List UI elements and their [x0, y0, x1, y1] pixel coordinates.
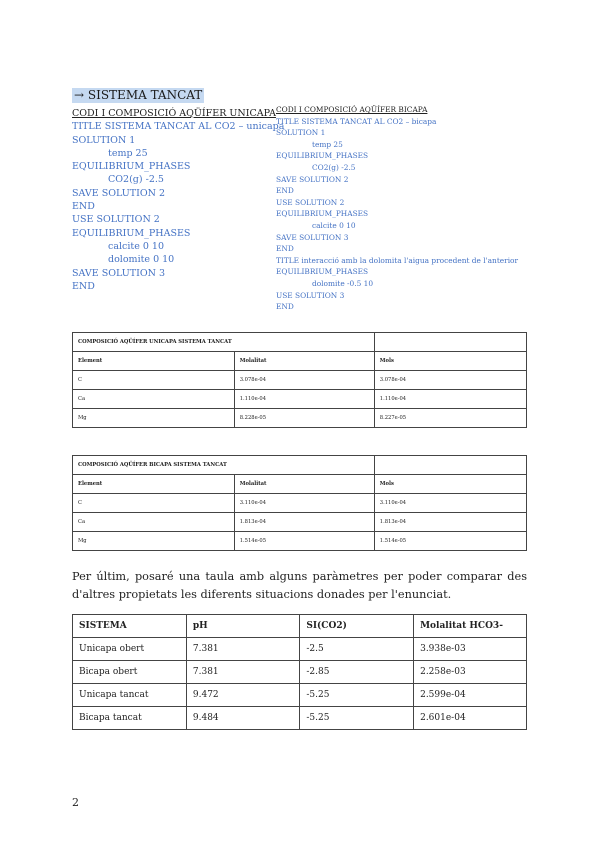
- code-line: dolomite 0 10: [108, 254, 175, 266]
- code-line: USE SOLUTION 3: [276, 290, 345, 300]
- table-cell: 8.227e-05: [374, 409, 526, 428]
- table-cell: 9.472: [186, 684, 299, 707]
- code-title-bicapa: CODI I COMPOSICIÓ AQÜÍFER BICAPA: [276, 105, 428, 114]
- table-cell: -2.85: [300, 661, 414, 684]
- code-line: SAVE SOLUTION 2: [276, 174, 349, 184]
- code-line: EQUILIBRIUM_PHASES: [72, 227, 191, 239]
- code-line: CO2(g) -2.5: [108, 174, 164, 186]
- table-cell: -5.25: [300, 684, 414, 707]
- code-line: temp 25: [312, 139, 343, 149]
- table-cell: 3.078e-04: [374, 371, 526, 390]
- table-cell: 2.599e-04: [414, 684, 527, 707]
- table-header: SI(CO2): [300, 615, 414, 638]
- code-line: USE SOLUTION 2: [276, 197, 345, 207]
- table-parameters: [72, 614, 527, 730]
- table-cell: 3.938e-03: [414, 638, 527, 661]
- table-unicapa: [72, 332, 527, 428]
- code-line: EQUILIBRIUM_PHASES: [276, 151, 369, 161]
- table-row: [73, 638, 527, 661]
- page-number: 2: [72, 796, 79, 809]
- table-cell: -2.5: [300, 638, 414, 661]
- table-row: [73, 684, 527, 707]
- code-line: TITLE interacció amb la dolomita l'aigua procedent de l'anterior: [276, 255, 519, 265]
- table-row: [73, 532, 527, 551]
- code-line: SAVE SOLUTION 3: [276, 232, 349, 242]
- code-line: END: [72, 201, 95, 213]
- code-line: END: [276, 302, 294, 312]
- table-row: [73, 409, 527, 428]
- table-header: Molalitat: [234, 475, 374, 494]
- table-cell: [374, 333, 526, 352]
- table-cell: Bicapa obert: [73, 661, 187, 684]
- code-line: SAVE SOLUTION 2: [72, 187, 166, 199]
- table-cell: 9.484: [186, 707, 299, 730]
- table-cell: C: [73, 371, 235, 390]
- table-header-row: [73, 475, 527, 494]
- code-line: END: [276, 244, 294, 254]
- body-paragraph: Per últim, posaré una taula amb alguns paràmetres per poder comparar des d'altres propietats les diferents situacions donades per l'enunciat.: [72, 570, 527, 601]
- table-title: COMPOSICIÓ AQÜÍFER BICAPA SISTEMA TANCAT: [73, 456, 375, 475]
- table-cell: 2.601e-04: [414, 707, 527, 730]
- table-header: Molalitat: [234, 352, 374, 371]
- table-row: [73, 494, 527, 513]
- table-cell: 1.813e-04: [234, 513, 374, 532]
- table-cell: 3.078e-04: [234, 371, 374, 390]
- table-row: [73, 390, 527, 409]
- table-cell: 1.514e-05: [374, 532, 526, 551]
- table-row: [73, 661, 527, 684]
- table-cell: 1.110e-04: [234, 390, 374, 409]
- table-cell: Unicapa tancat: [73, 684, 187, 707]
- code-line: SOLUTION 1: [72, 134, 136, 146]
- table-cell: 8.228e-05: [234, 409, 374, 428]
- table-header-row: [73, 352, 527, 371]
- code-line: SOLUTION 1: [276, 128, 326, 138]
- code-title-unicapa: CODI I COMPOSICIÓ AQÜÍFER UNICAPA: [72, 108, 276, 119]
- code-line: EQUILIBRIUM_PHASES: [72, 161, 191, 173]
- table-cell: 1.813e-04: [374, 513, 526, 532]
- code-line: temp 25: [108, 147, 148, 159]
- table-header: Element: [73, 475, 235, 494]
- code-line: EQUILIBRIUM_PHASES: [276, 209, 369, 219]
- code-line: END: [72, 280, 95, 292]
- code-line: CO2(g) -2.5: [312, 162, 356, 172]
- section-heading: → SISTEMA TANCAT: [74, 88, 203, 102]
- table-header: Molalitat HCO3-: [414, 615, 527, 638]
- table-cell: 1.514e-05: [234, 532, 374, 551]
- table-header: Mols: [374, 352, 526, 371]
- code-line: TITLE SISTEMA TANCAT AL CO2 – unicapa: [72, 121, 285, 133]
- table-cell: 3.110e-04: [234, 494, 374, 513]
- table-cell: [374, 456, 526, 475]
- code-line: USE SOLUTION 2: [72, 214, 160, 226]
- table-header: Mols: [374, 475, 526, 494]
- code-line: EQUILIBRIUM_PHASES: [276, 267, 369, 277]
- code-line: calcite 0 10: [108, 240, 164, 252]
- table-bicapa: [72, 455, 527, 551]
- table-cell: Mg: [73, 532, 235, 551]
- table-cell: Bicapa tancat: [73, 707, 187, 730]
- table-cell: Ca: [73, 390, 235, 409]
- table-cell: -5.25: [300, 707, 414, 730]
- table-cell: 7.381: [186, 638, 299, 661]
- table-cell: Mg: [73, 409, 235, 428]
- table-header-row: [73, 615, 527, 638]
- code-line: calcite 0 10: [312, 220, 356, 230]
- table-cell: 1.110e-04: [374, 390, 526, 409]
- table-header: Element: [73, 352, 235, 371]
- table-cell: C: [73, 494, 235, 513]
- table-cell: Ca: [73, 513, 235, 532]
- code-line: TITLE SISTEMA TANCAT AL CO2 – bicapa: [276, 116, 437, 126]
- table-header: pH: [186, 615, 299, 638]
- code-line: END: [276, 186, 294, 196]
- table-title: COMPOSICIÓ AQÜÍFER UNICAPA SISTEMA TANCAT: [73, 333, 375, 352]
- table-row: [73, 513, 527, 532]
- table-cell: 7.381: [186, 661, 299, 684]
- table-cell: 2.258e-03: [414, 661, 527, 684]
- table-cell: Unicapa obert: [73, 638, 187, 661]
- table-row: [73, 371, 527, 390]
- code-line: SAVE SOLUTION 3: [72, 267, 166, 279]
- code-block-unicapa: [72, 107, 284, 293]
- code-block-bicapa: [276, 104, 518, 313]
- table-row: [73, 707, 527, 730]
- code-line: dolomite -0.5 10: [312, 278, 374, 288]
- table-cell: 3.110e-04: [374, 494, 526, 513]
- table-header: SISTEMA: [73, 615, 187, 638]
